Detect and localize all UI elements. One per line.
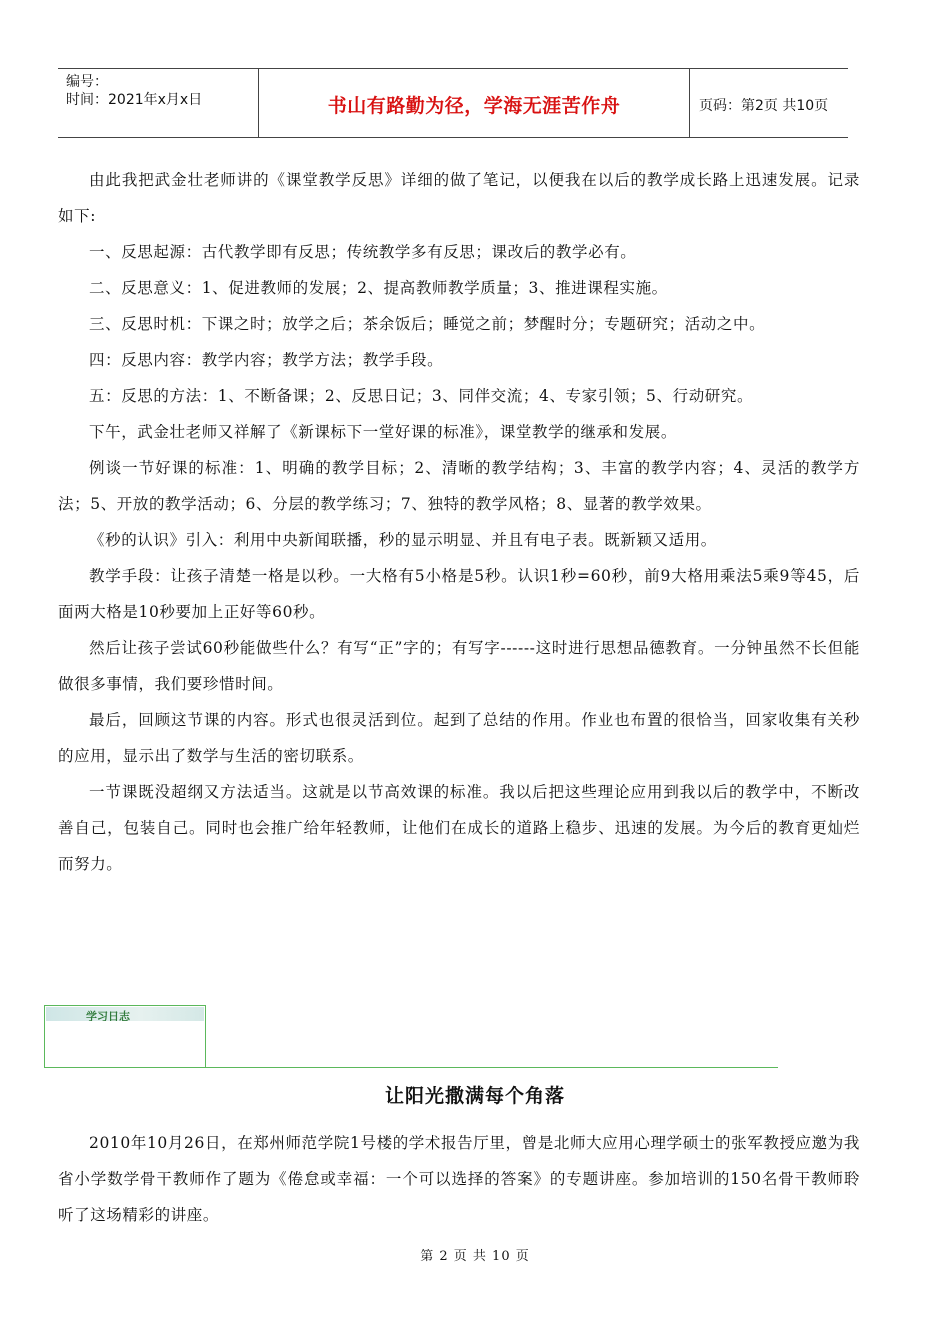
paragraph: 三、反思时机：下课之时；放学之后；茶余饭后；睡觉之前；梦醒时分；专题研究；活动之中。 (89, 315, 766, 333)
paragraph: 例谈一节好课的标准：1、明确的教学目标；2、清晰的教学结构；3、丰富的教学内容；4、灵活的教学方法；5、开放的教学活动；6、分层的教学练习；7、独特的教学风格；8、显著的教学效果。 (58, 459, 860, 513)
paragraph: 一节课既没超纲又方法适当。这就是以节高效课的标准。我以后把这些理论应用到我以后的教学中，不断改善自己，包装自己。同时也会推广给年轻教师，让他们在成长的道路上稳步、迅速的发展。为今后的教育更灿烂而努力。 (58, 783, 860, 873)
article-paragraph: 2010年10月26日，在郑州师范学院1号楼的学术报告厅里，曾是北师大应用心理学硕士的张军教授应邀为我省小学数学骨干教师作了题为《倦怠或幸福：一个可以选择的答案》的专题讲座。参加培训的150名骨干教师聆听了这场精彩的讲座。 (58, 1134, 860, 1224)
paragraph: 五：反思的方法：1、不断备课；2、反思日记；3、同伴交流；4、专家引领；5、行动研究。 (89, 387, 754, 405)
section-divider (44, 1067, 778, 1068)
paragraph: 一、反思起源：古代教学即有反思；传统教学多有反思；课改后的教学必有。 (89, 243, 637, 261)
header-motto-cell (258, 69, 690, 137)
document-number-label: 编号： (66, 74, 108, 90)
paragraph: 四：反思内容：教学内容；教学方法；教学手段。 (89, 351, 444, 369)
paragraph: 由此我把武金壮老师讲的《课堂教学反思》详细的做了笔记，以便我在以后的教学成长路上迅速发展。记录如下: (58, 171, 860, 225)
banner-strip (46, 1007, 204, 1021)
banner-text: 学习日志 (86, 1010, 130, 1021)
paragraph: 最后，回顾这节课的内容。形式也很灵活到位。起到了总结的作用。作业也布置的很恰当，回家收集有关秒的应用，显示出了数学与生活的密切联系。 (58, 711, 860, 765)
page-footer: 第 2 页 共 10 页 (420, 1249, 530, 1264)
paragraph: 然后让孩子尝试60秒能做些什么？有写“正”字的；有写字------这时进行思想品德教育。一分钟虽然不长但能做很多事情，我们要珍惜时间。 (58, 639, 860, 693)
section-banner (44, 1005, 206, 1068)
paragraph: 《秒的认识》引入：利用中央新闻联播，秒的显示明显、并且有电子表。既新颖又适用。 (89, 531, 717, 549)
body-text (58, 162, 860, 882)
paragraph: 二、反思意义：1、促进教师的发展；2、提高教师教学质量；3、推进课程实施。 (89, 279, 668, 297)
paragraph: 下午，武金壮老师又祥解了《新课标下一堂好课的标准》，课堂教学的继承和发展。 (89, 423, 677, 441)
header-meta-cell (58, 69, 258, 137)
header-page-cell (689, 69, 848, 137)
page-header (58, 68, 848, 138)
document-time-label: 时间：2021年x月x日 (66, 92, 203, 108)
article-title: 让阳光撒满每个角落 (384, 1085, 565, 1107)
paragraph: 教学手段：让孩子清楚一格是以秒。一大格有5小格是5秒。认识1秒=60秒，前9大格用乘法5乘9等45，后面两大格是10秒要加上正好等60秒。 (58, 567, 860, 621)
article-body (58, 1125, 860, 1233)
header-page-info: 页码：第2页 共10页 (699, 98, 829, 114)
header-motto: 书山有路勤为径，学海无涯苦作舟 (327, 95, 621, 117)
